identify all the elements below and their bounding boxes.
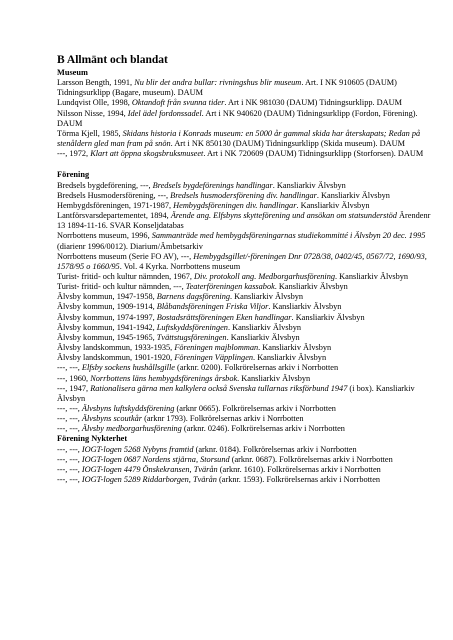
bibliography-entry <box>57 475 433 485</box>
bibliography-entry <box>57 282 433 292</box>
entry-title: IOGT-logen 0687 Nordens stjärna, Storsund <box>81 454 230 464</box>
entry-text: . Kansliarkiv Älvsbyn <box>227 322 301 332</box>
entry-text: . Art i NK 940620 (DAUM) Tidningsurklipp (Fordon, Förening). DAUM <box>57 108 418 128</box>
bibliography-entry <box>57 414 433 424</box>
entry-text: . Kansliarkiv Älvsbyn <box>230 292 304 302</box>
entry-text: . Art. I NK 910605 (DAUM) Tidningsurklipp (Bagare, museum). DAUM <box>57 78 397 98</box>
entry-title: Hembygdsföreningen div. handlingar <box>173 200 297 210</box>
entry-text: ---, 1972, <box>57 149 91 159</box>
bibliography-entry <box>57 313 433 323</box>
entry-title: Div. protokoll ang. Medborgarhusförening <box>194 271 336 281</box>
bibliography-entry <box>57 424 433 434</box>
bibliography-entry <box>57 363 433 373</box>
bibliography-entry <box>57 455 433 465</box>
bibliography-entry <box>57 129 433 149</box>
bibliography-entry <box>57 323 433 333</box>
entry-text: Hembygdsföreningen, 1971-1987, <box>57 200 174 210</box>
entry-text: ---, ---, <box>57 424 82 434</box>
entry-text: Älvsby kommun, 1941-1942, <box>57 322 157 332</box>
entry-title: Tvättstugsföreningen <box>156 332 227 342</box>
entry-text: (arknr. 0246). Folkrörelsernas arkiv i Norrbotten <box>181 424 345 434</box>
entry-text: . Art i NK 981030 (DAUM) Tidningsurklipp. DAUM <box>224 98 403 108</box>
entry-title: Rationalisera gärna men kalkylera också Svenska tullarnas riksförbund 1947 <box>90 383 348 393</box>
section-heading: Förening Nykterhet <box>57 434 128 444</box>
entry-text: (arknr 1793). Folkrörelsernas arkiv i Norrbotten <box>142 414 304 424</box>
entry-text: ---, ---, <box>57 363 82 373</box>
bibliography-entry <box>57 181 433 191</box>
entry-text: (arknr. 1593). Folkrörelsernas arkiv i Norrbotten <box>216 475 381 485</box>
entry-text: Älvsby landskommun, 1933-1935, <box>57 343 175 353</box>
entry-text: Älvsby landskommun, 1901-1920, <box>57 353 175 363</box>
entry-text: Bredsels Husmodersförening, ---, <box>57 190 171 200</box>
bibliography-entry <box>57 465 433 475</box>
document-body <box>57 68 433 485</box>
entry-text: (arknr. 0687). Folkrörelsernas arkiv i Norrbotten <box>229 454 393 464</box>
entry-text: ---, ---, <box>57 414 82 424</box>
bibliography-entry <box>57 252 433 272</box>
section-heading: Förening <box>57 170 90 180</box>
bibliography-entry <box>57 384 433 404</box>
section-gap <box>57 159 433 170</box>
entry-text: . Kansliarkiv Älvsbyn <box>335 271 409 281</box>
bibliography-entry <box>57 302 433 312</box>
entry-text: Törma Kjell, 1985, <box>57 128 123 138</box>
entry-title: Norrbottens läns hembygdsförenings årsbok <box>90 373 238 383</box>
entry-text: Turist- fritid- och kultur nämnden, ---, <box>57 282 186 292</box>
page-title: B Allmänt och blandat <box>57 54 168 66</box>
entry-text: Älvsby kommun, 1945-1965, <box>57 332 157 342</box>
entry-title: Nu blir det andra bullar: rivningshus blir museum <box>134 78 302 88</box>
bibliography-entry <box>57 374 433 384</box>
entry-text: Älvsby kommun, 1974-1997, <box>57 312 157 322</box>
entry-text: . Art i NK 720609 (DAUM) Tidningsurklipp (Storforsen). DAUM <box>203 149 424 159</box>
entry-text: ---, ---, <box>57 454 82 464</box>
entry-title: Barnens dagsförening <box>156 292 231 302</box>
entry-title: Idel ädel fordonssadel <box>127 108 202 118</box>
entry-text: Nilsson Nisse, 1994, <box>57 108 128 118</box>
entry-text: (arknr 0665). Folkrörelsernas arkiv i Norrbotten <box>174 404 336 413</box>
entry-text: Bredsels bygdeförening, ---, <box>57 180 153 190</box>
entry-title: Föreningen majblomman <box>174 343 259 353</box>
bibliography-entry <box>57 98 433 108</box>
entry-text: Älvsby kommun, 1909-1914, <box>57 302 157 312</box>
entry-text: Turist- fritid- och kultur nämnden, 1967, <box>57 271 195 281</box>
entry-title: Ärende ang. Elfsbyns skytteförening und ansökan om statsunderstöd <box>170 211 397 221</box>
entry-text: Norrbottens museum (Serie FO AV), ---, <box>57 251 194 261</box>
bibliography-entry <box>57 78 433 98</box>
entry-text: . Vol. 4 Kyrka. Norrbottens museum <box>119 261 241 271</box>
entry-text: (i box). Kansliarkiv Älvsbyn <box>57 383 415 403</box>
entry-title: Blåbandsföreningen Friska Viljor <box>156 302 269 312</box>
entry-text: Larsson Bength, 1991, <box>57 78 135 88</box>
bibliography-entry <box>57 445 433 455</box>
entry-title: Älvsbyns scoutkår <box>81 414 143 424</box>
entry-title: Skidans historia i Konrads museum: en 5000 år gammal skida har återskapats; Redan på stenåldern gled man fram på snön <box>57 128 421 149</box>
entry-text: (diarienr 1996/0012). Diarium/Ämbetsarkiv <box>57 241 203 251</box>
entry-title: IOGT-logen 5268 Nybyns framtid <box>81 444 194 454</box>
entry-text: Lundqvist Olle, 1998, <box>57 98 132 108</box>
bibliography-entry <box>57 109 433 129</box>
entry-title: Bredsels bygdeförenings handlingar <box>152 180 273 190</box>
entry-text: Älvsby kommun, 1947-1958, <box>57 292 157 302</box>
section-heading: Museum <box>57 68 88 77</box>
entry-text: . Kansliarkiv Älvsbyn <box>258 343 332 353</box>
entry-text: . Kansliarkiv Älvsbyn <box>253 353 327 363</box>
entry-title: Luftskyddsföreningen <box>156 322 228 332</box>
entry-title: IOGT-logen 4479 Önskekransen, Tvärån <box>81 464 218 474</box>
entry-title: Oktandoft från svunna tider <box>131 98 225 108</box>
bibliography-entry <box>57 231 433 251</box>
entry-text: . Kansliarkiv Älvsbyn <box>296 200 370 210</box>
entry-text: . Kansliarkiv Älvsbyn <box>226 332 300 342</box>
entry-text: . Kansliarkiv Älvsbyn <box>274 282 348 292</box>
entry-title: Föreningen Väpplingen <box>174 353 254 363</box>
bibliography-entry <box>57 292 433 302</box>
bibliography-entry <box>57 272 433 282</box>
entry-text: ---, ---, <box>57 475 82 485</box>
entry-title: Hembygdsgillet/-föreningen Dnr 0728/38, 0402/45, 0567/72, 1690/93, 1578/95 o 1660/95 <box>57 251 427 271</box>
entry-text: Lantförsvarsdepartementet, 1894, <box>57 211 171 221</box>
bibliography-entry <box>57 353 433 363</box>
bibliography-entry <box>57 343 433 353</box>
bibliography-entry <box>57 201 433 211</box>
entry-text: (arknr. 0184). Folkrörelsernas arkiv i Norrbotten <box>193 444 357 454</box>
entry-text: Ärendenr 13 1894-11-16. SVAR Konseljdatabas <box>57 211 431 231</box>
entry-text: ---, ---, <box>57 404 82 413</box>
entry-title: Elfsby sockens hushållsgille <box>81 363 175 373</box>
entry-title: IOGT-logen 5289 Riddarborgen, Tvärån <box>81 475 217 485</box>
entry-title: Bostadsrättsföreningen Eken handlingar <box>156 312 292 322</box>
entry-title: Älvsby medborgarhusförening <box>81 424 182 434</box>
bibliography-entry <box>57 149 433 159</box>
entry-text: (arknr. 0200). Folkrörelsernas arkiv i Norrbotten <box>174 363 339 373</box>
entry-text: Norrbottens museum, 1996, <box>57 231 152 241</box>
entry-text: . Kansliarkiv Älvsbyn <box>291 312 365 322</box>
entry-text: . Kansliarkiv Älvsbyn <box>316 190 390 200</box>
entry-text: ---, 1947, <box>57 383 91 393</box>
entry-text: ---, ---, <box>57 444 82 454</box>
bibliography-entry <box>57 191 433 201</box>
entry-text: ---, 1960, <box>57 373 91 383</box>
bibliography-entry <box>57 211 433 231</box>
bibliography-entry <box>57 404 433 414</box>
entry-title: Klart att öppna skogsbruksmuseet <box>90 149 204 159</box>
entry-title: Sammanträde med hembygdsföreningarnas studiekommitté i Älvsbyn 20 dec. 1995 <box>151 231 426 241</box>
entry-title: Älvsbyns luftskyddsförening <box>81 404 175 413</box>
entry-text: . Kansliarkiv Älvsbyn <box>268 302 342 312</box>
entry-text: ---, ---, <box>57 464 82 474</box>
entry-text: . Kansliarkiv Älvsbyn <box>272 180 346 190</box>
entry-text: (arknr. 1610). Folkrörelsernas arkiv i Norrbotten <box>217 464 381 474</box>
entry-text: . Art i NK 850130 (DAUM) Tidningsurklipp (Skida museum). DAUM <box>170 139 406 149</box>
entry-text: . Kansliarkiv Älvsbyn <box>237 373 311 383</box>
entry-title: Bredsels husmodersförening div. handlingar <box>170 190 317 200</box>
bibliography-entry <box>57 333 433 343</box>
entry-title: Teaterföreningen kassabok <box>185 282 275 292</box>
